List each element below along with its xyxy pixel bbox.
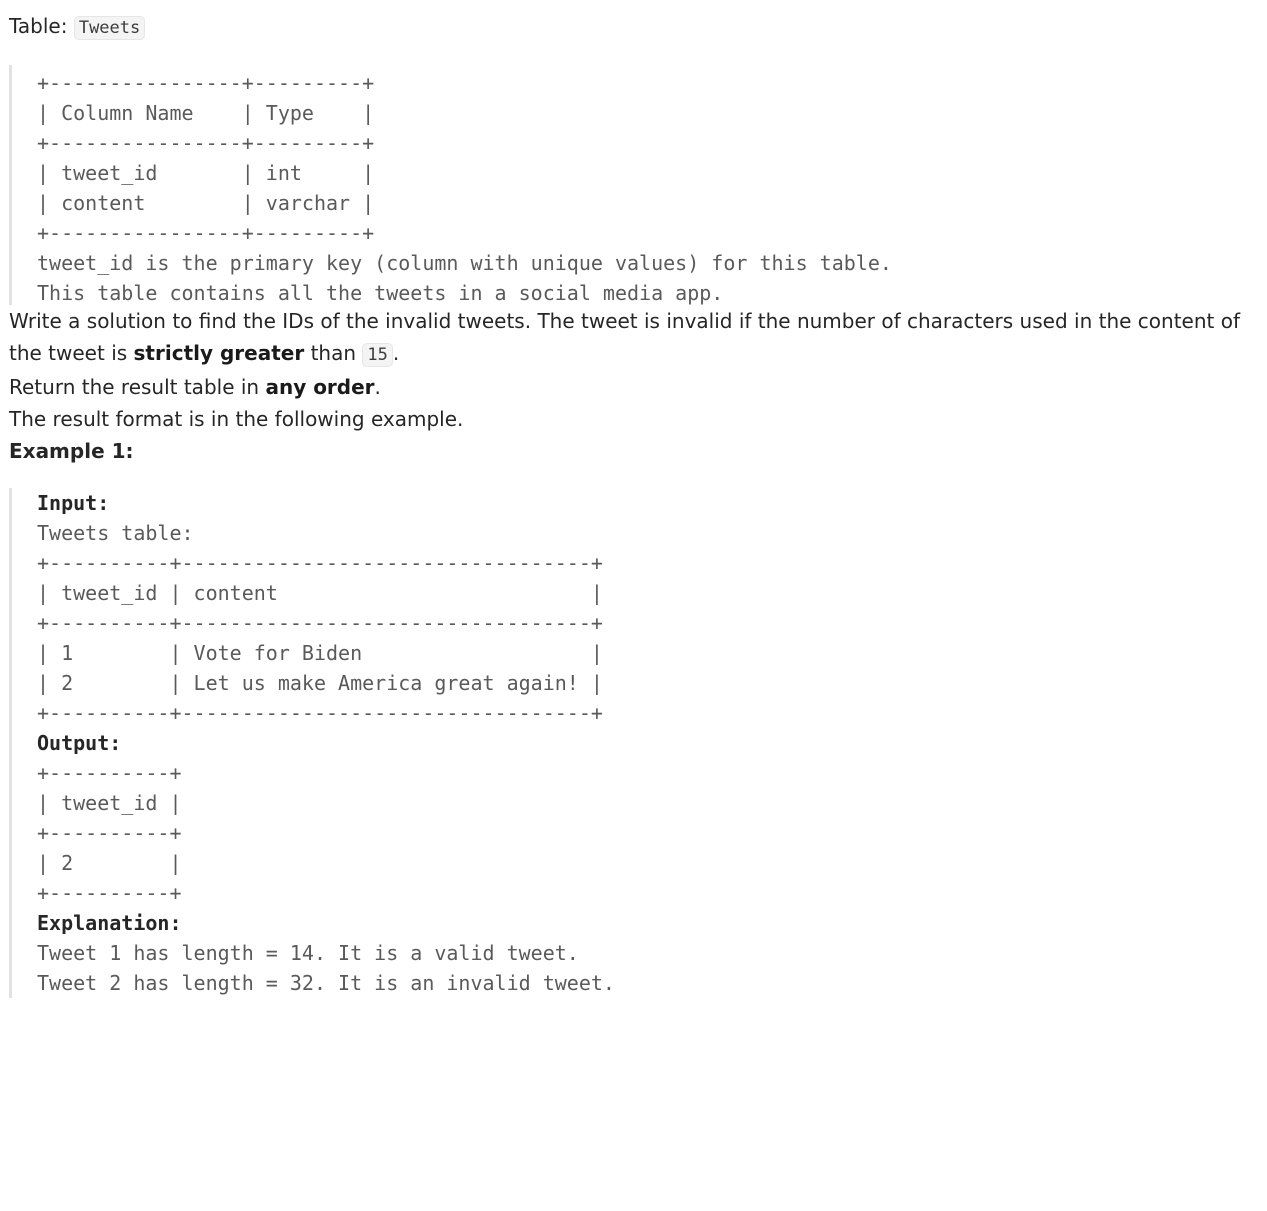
example-line: Tweets table: <box>37 521 194 545</box>
example-line: +----------+----------------------------------+ <box>37 611 603 635</box>
problem-description <box>9 0 1259 998</box>
limit-code: 15 <box>362 343 392 367</box>
table-name-code: Tweets <box>74 16 145 40</box>
example-code <box>37 488 1259 998</box>
schema-line: | content | varchar | <box>37 191 375 215</box>
explanation-line: Tweet 2 has length = 32. It is an invalid tweet. <box>37 971 615 995</box>
schema-line: | tweet_id | int | <box>37 161 375 185</box>
statement-emphasis: strictly greater <box>133 341 305 365</box>
example-line: | 1 | Vote for Biden | <box>37 641 603 665</box>
schema-note: tweet_id is the primary key (column with unique values) for this table. <box>37 251 892 275</box>
statement-text: . <box>392 341 400 365</box>
return-emphasis: any order <box>265 375 375 399</box>
example-line: +----------+ <box>37 761 182 785</box>
table-label <box>9 0 1259 42</box>
schema-line: +----------------+---------+ <box>37 71 375 95</box>
format-line: The result format is in the following example. <box>9 407 464 431</box>
statement-text: Write a solution to find the IDs of the invalid tweets. The tweet is invalid if the number of characters used in the content of the tweet is <box>9 309 1240 365</box>
return-text: Return the result table in <box>9 375 266 399</box>
example-line: | tweet_id | content | <box>37 581 603 605</box>
example-block <box>9 488 1259 998</box>
example-line: | 2 | Let us make America great again! | <box>37 671 603 695</box>
explanation-label: Explanation: <box>37 911 182 935</box>
explanation-line: Tweet 1 has length = 14. It is a valid tweet. <box>37 941 579 965</box>
example-line: +----------+ <box>37 881 182 905</box>
schema-code <box>37 65 1259 308</box>
statement-text: than <box>304 341 363 365</box>
problem-statement <box>9 305 1259 371</box>
example-line: | tweet_id | <box>37 791 182 815</box>
table-label-prefix: Table: <box>9 14 74 38</box>
schema-line: | Column Name | Type | <box>37 101 375 125</box>
example-line: +----------+ <box>37 821 182 845</box>
example-heading: Example 1: <box>9 439 134 463</box>
schema-line: +----------------+---------+ <box>37 131 375 155</box>
output-label: Output: <box>37 731 122 755</box>
schema-block <box>9 65 1259 305</box>
return-text: . <box>374 375 381 399</box>
example-line: +----------+----------------------------------+ <box>37 701 603 725</box>
return-order-line <box>9 371 1259 403</box>
input-label: Input: <box>37 491 110 515</box>
schema-line: +----------------+---------+ <box>37 221 375 245</box>
schema-note: This table contains all the tweets in a social media app. <box>37 281 724 305</box>
example-line: +----------+----------------------------------+ <box>37 551 603 575</box>
example-line: | 2 | <box>37 851 182 875</box>
